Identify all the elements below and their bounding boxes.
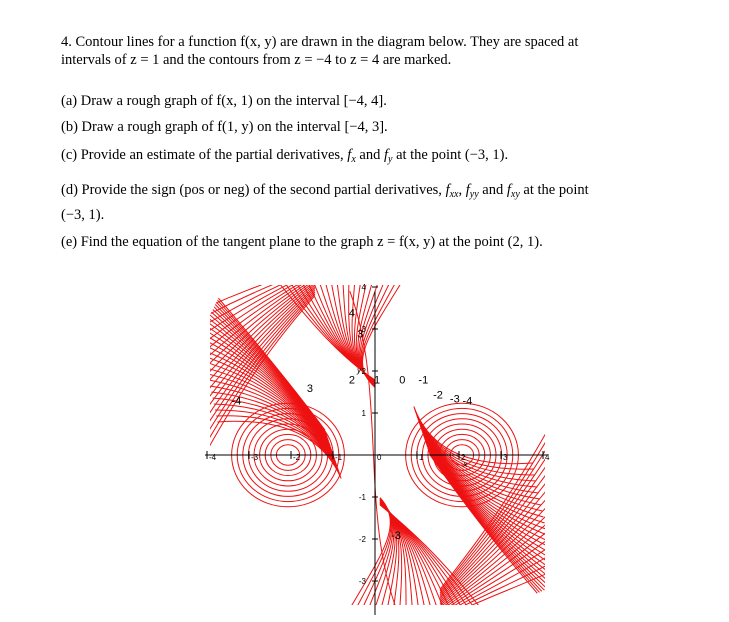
contour-value-label: -3 <box>391 530 401 542</box>
part-d-and: and <box>482 182 504 198</box>
problem-statement <box>61 33 701 69</box>
part-c-point: at the point (−3, 1). <box>396 147 509 163</box>
fxy-symbol: $f_{xy}$ <box>506 182 520 200</box>
contour-plot <box>205 270 550 615</box>
part-b: (b) Draw a rough graph of f(1, y) on the interval [−4, 3]. <box>61 119 388 135</box>
fyy-symbol: $f_{yy}$ <box>465 182 479 200</box>
contour-value-label: 3 <box>357 328 364 341</box>
part-e: (e) Find the equation of the tangent plane to the graph z = f(x, y) at the point (2, 1). <box>61 234 543 250</box>
part-d: (d) Provide the sign (pos or neg) of the second partial derivatives, $f_{xx}$, $f_{yy}$ and $f_{xy}$ at the point <box>61 182 589 200</box>
problem-number: 4. <box>61 34 72 50</box>
x-tick-label: 1 <box>419 453 424 462</box>
contour-value-label: -4 <box>231 395 242 408</box>
fy-symbol: $f_y$ <box>383 147 393 165</box>
contour-value-label: -4 <box>462 395 473 408</box>
intro-line-2: intervals of z = 1 and the contours from z = −4 to z = 4 are marked. <box>61 52 452 68</box>
y-tick-label: -1 <box>358 493 366 502</box>
contour-value-label: 0 <box>399 374 406 387</box>
part-c <box>61 146 508 169</box>
contour-value-label: 4 <box>348 307 355 320</box>
contour-value-label: -1 <box>418 374 429 387</box>
y-tick-label: 2 <box>361 367 366 376</box>
y-tick-label: 3 <box>361 325 366 334</box>
contour-value-label: -3 <box>449 393 460 406</box>
contour-value-label: 2 <box>348 374 355 387</box>
x-tick-label: -2 <box>293 453 301 462</box>
fxx-symbol: $f_{xx}$ <box>445 182 459 200</box>
part-d-at-point: at the point <box>523 182 589 198</box>
y-tick-label: 1 <box>361 409 366 418</box>
contour-value-label: -2 <box>433 389 443 402</box>
x-tick-label: 2 <box>461 453 466 462</box>
part-a: (a) Draw a rough graph of f(x, 1) on the interval [−4, 4]. <box>61 93 387 109</box>
part-d-text: (d) Provide the sign (pos or neg) of the second partial derivatives, <box>61 182 442 198</box>
part-c-and: and <box>359 147 381 163</box>
x-tick-label: 0 <box>377 453 382 462</box>
contour-line <box>343 498 390 615</box>
x-tick-label: -3 <box>251 453 259 462</box>
x-axis-label: x <box>463 460 468 469</box>
x-tick-label: 4 <box>545 453 550 462</box>
y-axis-label: y <box>357 366 361 375</box>
x-tick-label: -1 <box>335 453 343 462</box>
x-tick-label: -4 <box>209 453 217 462</box>
y-tick-label: -2 <box>358 535 366 544</box>
contour-line <box>440 561 550 615</box>
part-c-text: (c) Provide an estimate of the partial derivatives, <box>61 147 344 163</box>
plot-axes <box>205 283 550 615</box>
contour-value-label: 1 <box>374 374 381 387</box>
y-tick-label: -3 <box>358 577 366 586</box>
part-d-line-2: (−3, 1). <box>61 207 105 223</box>
contour-value-label: 3 <box>306 383 313 395</box>
intro-line-1: Contour lines for a function f(x, y) are drawn in the diagram below. They are spaced at <box>75 34 579 50</box>
x-tick-label: 3 <box>503 453 508 462</box>
fx-symbol: $f_x$ <box>347 147 356 165</box>
contour-labels <box>232 307 473 542</box>
problem-intro <box>61 33 701 69</box>
y-tick-label: 4 <box>361 283 366 292</box>
